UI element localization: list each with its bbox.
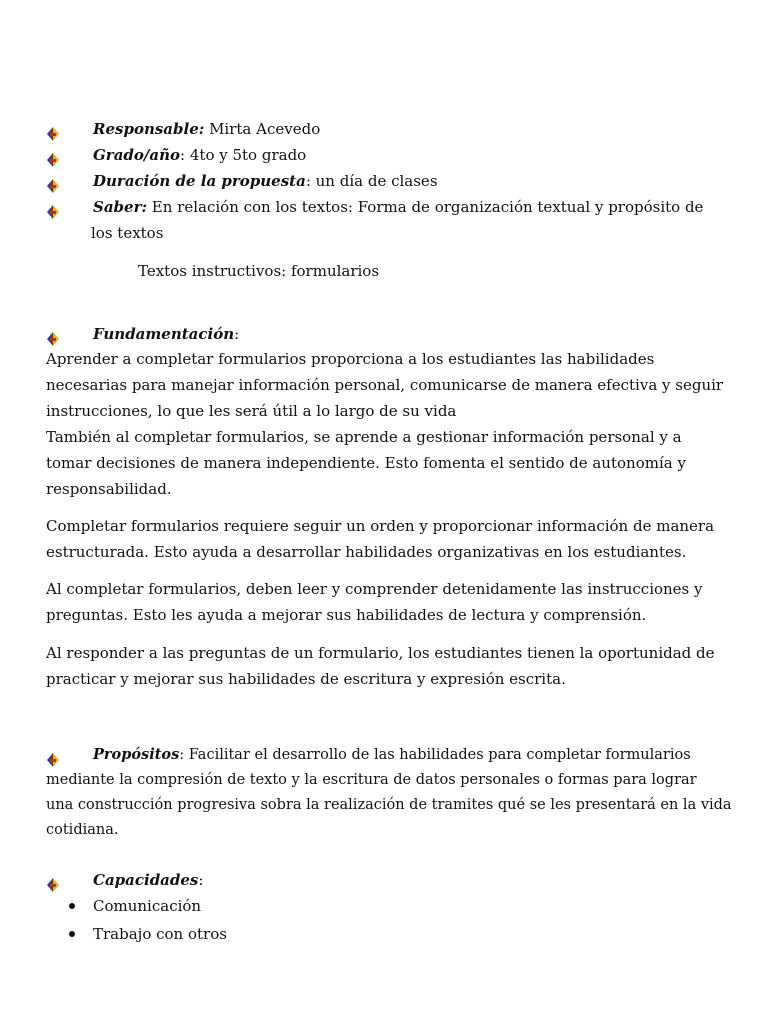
arrow-bullet-icon	[46, 749, 60, 763]
capacidades-label: Capacidades	[93, 871, 199, 889]
bullet-dot-icon	[69, 931, 75, 937]
propositos-line: mediante la compresión de texto y la escritura de datos personales o formas para lograr	[46, 772, 697, 788]
paragraph-line: Al completar formularios, deben leer y comprender detenidamente las instrucciones y	[46, 580, 703, 598]
topic-line: Textos instructivos: formularios	[138, 262, 380, 280]
fundamentacion-line: También al completar formularios, se aprende a gestionar información personal y a	[46, 428, 682, 446]
fundamentacion-line: responsabilidad.	[46, 480, 172, 498]
grado-label: Grado/año	[93, 146, 181, 164]
saber-continuation: los textos	[91, 224, 164, 242]
fundamentacion-line: necesarias para manejar información personal, comunicarse de manera efectiva y seguir	[46, 376, 724, 394]
paragraph-line: preguntas. Esto les ayuda a mejorar sus habilidades de lectura y comprensión.	[46, 606, 647, 624]
arrow-bullet-icon	[46, 123, 60, 137]
fundamentacion-colon: :	[234, 325, 240, 343]
fundamentacion-line: Aprender a completar formularios proporciona a los estudiantes las habilidades	[46, 350, 655, 368]
fundamentacion-label: Fundamentación	[93, 325, 235, 343]
paragraph-line: Al responder a las preguntas de un formulario, los estudiantes tienen la oportunidad de	[46, 644, 715, 662]
propositos-first-line: : Facilitar el desarrollo de las habilidades para completar formularios	[179, 747, 691, 763]
duracion-value: : un día de clases	[305, 172, 438, 190]
capacidad-item: Comunicación	[93, 897, 202, 915]
arrow-bullet-icon	[46, 328, 60, 342]
arrow-bullet-icon	[46, 149, 60, 163]
saber-label: Saber:	[93, 198, 148, 216]
paragraph-line: estructurada. Esto ayuda a desarrollar habilidades organizativas en los estudiantes.	[46, 543, 687, 561]
duracion-label: Duración de la propuesta	[93, 172, 306, 190]
propositos-line: una construcción progresiva sobra la realización de tramites qué se les presentará en la vida	[46, 797, 732, 813]
capacidades-colon: :	[198, 871, 204, 889]
arrow-bullet-icon	[46, 175, 60, 189]
capacidad-item: Trabajo con otros	[93, 925, 227, 943]
grado-value: : 4to y 5to grado	[180, 146, 307, 164]
bullet-dot-icon	[69, 903, 75, 909]
paragraph-line: practicar y mejorar sus habilidades de escritura y expresión escrita.	[46, 670, 566, 688]
responsable-label: Responsable:	[93, 120, 205, 138]
propositos-line: cotidiana.	[46, 822, 119, 838]
arrow-bullet-icon	[46, 201, 60, 215]
paragraph-line: Completar formularios requiere seguir un orden y proporcionar información de manera	[46, 517, 715, 535]
saber-value: En relación con los textos: Forma de organización textual y propósito de	[147, 198, 704, 216]
responsable-value: Mirta Acevedo	[204, 120, 321, 138]
fundamentacion-line: instrucciones, lo que les será útil a lo largo de su vida	[46, 402, 457, 420]
fundamentacion-line: tomar decisiones de manera independiente. Esto fomenta el sentido de autonomía y	[46, 454, 686, 472]
propositos-label: Propósitos	[93, 746, 180, 763]
arrow-bullet-icon	[46, 874, 60, 888]
